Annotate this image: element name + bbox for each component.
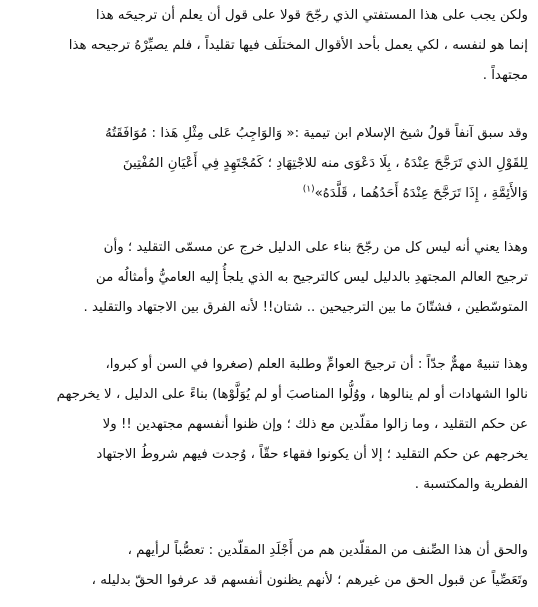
text-line: نالوا الشهادات أو لم ينالوها ، ووُلُّوا المناصبَ أو لم يُوَلَّوْها) بناءً على الدليل ، لا يخرجهم bbox=[56, 387, 528, 402]
text-line: والحق أن هذا الصِّنف من المقلّدين هم من أَجْلَدِ المقلّدين : تعصُّباً لرأيهم ، bbox=[127, 543, 528, 558]
quote-text: وَالأَئِمَّةِ ، إِذَا تَرَجَّحَ عِنْدَهُ أَحَدُهُما ، قَلَّدَهُ» bbox=[314, 186, 528, 201]
paragraph-5 bbox=[8, 536, 528, 596]
paragraph-4 bbox=[8, 350, 528, 500]
text-line: يخرجهم عن حكم التقليد ؛ إلا أن يكونوا فقهاء حقّاً ، وُجدت فيهم شروطُ الاجتهاد bbox=[96, 447, 528, 462]
text-line: عن حكم التقليد ، وما زالوا مقلّدين مع ذلك ؛ وإن ظنوا أنفسهم مجتهدين !! ولا bbox=[102, 417, 528, 432]
paragraph-3 bbox=[8, 233, 528, 323]
footnote-marker: (١) bbox=[302, 184, 315, 195]
text-line: ترجيح العالم المجتهدِ بالدليل ليس كالترجيح به الذي يلجأُ إليه العاميُّ وأمثالُه من bbox=[95, 270, 528, 285]
text-line: وتَعَصِّياً عن قبول الحق من غيرهم ؛ لأنهم يظنون أنفسهم قد عرفوا الحقّ بدليله ، bbox=[91, 573, 528, 588]
text-line: الفطرية والمكتسبة . bbox=[414, 477, 528, 492]
text-line: ولكن يجب على هذا المستفتي الذي رجّحَ قولا على قول أن يعلم أن ترجيحَه هذا bbox=[95, 8, 528, 23]
text-line: لِلقَوْلِ الذي تَرَجَّحَ عِنْدَهُ ، بِلَا دَعْوَى منه للاجْتِهَادِ ؛ كَمُجْتَهِدٍ فِي أَعْيَانِ المُفْتِينَ bbox=[122, 156, 528, 171]
text-line bbox=[8, 179, 528, 209]
text-line: وقد سبق آنفاً قولُ شيخ الإسلام ابن تيمية :« وَالوَاجِبُ عَلى مِثْلِ هَذا : مُوَافَقَتُهُ bbox=[105, 126, 528, 141]
paragraph-1 bbox=[8, 1, 528, 91]
text-line: مجتهداً . bbox=[482, 68, 528, 83]
text-line: المتوسّطين ، فشتّانَ ما بين الترجيحين .. شتان!! لأنه الفرق بين الاجتهاد والتقليد . bbox=[83, 300, 528, 315]
text-line: وهذا تنبيهٌ مهمٌّ جدّاً : أن ترجيحَ العوامِّ وطلبة العلم (صغروا في السن أو كبروا، bbox=[105, 357, 528, 372]
text-line: وهذا يعني أنه ليس كل من رجّحَ بناء على الدليل خرج عن مسمّى التقليد ؛ وأن bbox=[103, 240, 528, 255]
text-line: إنما هو لنفسه ، لكي يعمل بأحد الأقوال المختلَف فيها تقليداً ، فلم يصيِّرْهُ ترجيحه هذا bbox=[68, 38, 528, 53]
paragraph-2 bbox=[8, 119, 528, 209]
